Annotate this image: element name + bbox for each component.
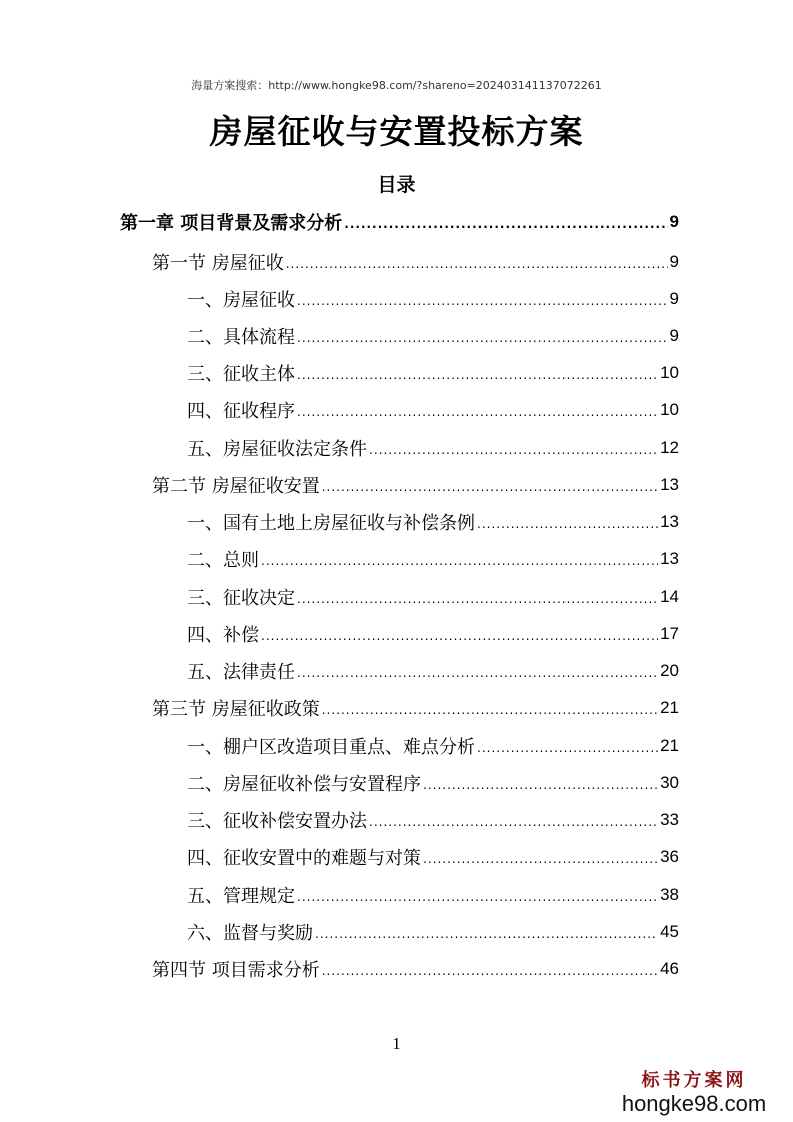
toc-entry-page: 14 <box>660 586 679 606</box>
toc-entry-label: 第一章 项目背景及需求分析 <box>120 212 343 234</box>
toc-entry-page: 38 <box>660 884 679 904</box>
toc-entry-label: 一、棚户区改造项目重点、难点分析 <box>187 736 475 758</box>
toc-leader-dots <box>369 443 658 466</box>
toc-leader-dots <box>315 927 658 950</box>
toc-leader-dots <box>322 964 658 987</box>
toc-entry-label: 三、征收决定 <box>187 587 295 609</box>
toc-entry-item[interactable] <box>187 317 679 354</box>
toc-entry-item[interactable] <box>187 838 679 875</box>
toc-entry-page: 33 <box>660 809 679 829</box>
toc-entry-section-1[interactable] <box>152 243 679 280</box>
toc-entry-item[interactable] <box>187 354 679 391</box>
toc-entry-item[interactable] <box>187 913 679 950</box>
toc-entry-section-3[interactable] <box>152 689 679 726</box>
toc-leader-dots <box>297 890 658 913</box>
toc-leader-dots <box>423 852 658 875</box>
toc-entry-label: 一、房屋征收 <box>187 289 295 311</box>
toc-leader-dots <box>297 592 658 615</box>
toc-leader-dots <box>344 217 667 240</box>
watermark-text-cn: 标书方案网 <box>641 1070 747 1091</box>
toc-entry-page: 36 <box>660 846 679 866</box>
toc-entry-page: 9 <box>669 211 679 231</box>
toc-entry-label: 五、房屋征收法定条件 <box>187 438 367 460</box>
toc-entry-item[interactable] <box>187 764 679 801</box>
toc-entry-item[interactable] <box>187 578 679 615</box>
toc-entry-label: 一、国有土地上房屋征收与补偿条例 <box>187 512 475 534</box>
toc-entry-label: 第二节 房屋征收安置 <box>152 475 320 497</box>
toc-leader-dots <box>369 815 658 838</box>
toc-entry-page: 30 <box>660 772 679 792</box>
toc-entry-label: 四、补偿 <box>187 624 259 646</box>
site-watermark-logo <box>609 1066 779 1116</box>
toc-entry-page: 46 <box>660 958 679 978</box>
toc-entry-item[interactable] <box>187 876 679 913</box>
toc-leader-dots <box>297 331 668 354</box>
toc-entry-section-4[interactable] <box>152 950 679 987</box>
toc-entry-label: 第四节 项目需求分析 <box>152 959 320 981</box>
toc-leader-dots <box>322 480 658 503</box>
toc-entry-label: 五、管理规定 <box>187 885 295 907</box>
toc-entry-section-2[interactable] <box>152 466 679 503</box>
document-title: 房屋征收与安置投标方案 <box>209 112 584 151</box>
toc-leader-dots <box>297 368 658 391</box>
toc-leader-dots <box>286 257 668 280</box>
toc-entry-item[interactable] <box>187 280 679 317</box>
toc-entry-page: 13 <box>660 474 679 494</box>
toc-leader-dots <box>477 517 658 540</box>
toc-entry-page: 21 <box>660 735 679 755</box>
toc-entry-item[interactable] <box>187 503 679 540</box>
toc-entry-page: 9 <box>669 325 679 345</box>
toc-entry-item[interactable] <box>187 615 679 652</box>
toc-entry-label: 四、征收安置中的难题与对策 <box>187 847 421 869</box>
toc-entry-item[interactable] <box>187 727 679 764</box>
toc-entry-label: 六、监督与奖励 <box>187 922 313 944</box>
toc-entry-item[interactable] <box>187 391 679 428</box>
header-note: 海量方案搜索：http://www.hongke98.com/?shareno=202403141137072261 <box>191 79 602 92</box>
toc-entry-page: 13 <box>660 511 679 531</box>
toc-entry-label: 三、征收主体 <box>187 363 295 385</box>
toc-entry-page: 45 <box>660 921 679 941</box>
toc-entry-label: 第一节 房屋征收 <box>152 252 284 274</box>
toc-leader-dots <box>297 405 658 428</box>
toc-entry-chapter-1[interactable] <box>120 203 679 240</box>
toc-entry-page: 9 <box>669 251 679 271</box>
toc-entry-item[interactable] <box>187 652 679 689</box>
toc-entry-label: 二、房屋征收补偿与安置程序 <box>187 773 421 795</box>
toc-entry-label: 第三节 房屋征收政策 <box>152 698 320 720</box>
toc-entry-page: 10 <box>660 362 679 382</box>
toc-entry-item[interactable] <box>187 801 679 838</box>
toc-leader-dots <box>261 554 658 577</box>
toc-entry-label: 四、征收程序 <box>187 400 295 422</box>
toc-entry-item[interactable] <box>187 429 679 466</box>
toc-leader-dots <box>322 703 658 726</box>
toc-entry-label: 二、总则 <box>187 549 259 571</box>
toc-entry-page: 13 <box>660 548 679 568</box>
toc-leader-dots <box>261 629 658 652</box>
toc-entry-page: 21 <box>660 697 679 717</box>
toc-entry-page: 12 <box>660 437 679 457</box>
toc-leader-dots <box>477 741 658 764</box>
watermark-text-url: hongke98.com <box>621 1091 767 1116</box>
toc-entry-page: 10 <box>660 399 679 419</box>
toc-entry-page: 20 <box>660 660 679 680</box>
toc-entry-label: 二、具体流程 <box>187 326 295 348</box>
toc-leader-dots <box>423 778 658 801</box>
toc-entry-item[interactable] <box>187 540 679 577</box>
toc-entry-label: 三、征收补偿安置办法 <box>187 810 367 832</box>
page-number: 1 <box>392 1034 401 1053</box>
toc-heading: 目录 <box>377 174 416 196</box>
toc-entry-label: 五、法律责任 <box>187 661 295 683</box>
toc-leader-dots <box>297 294 668 317</box>
toc-entry-page: 9 <box>669 288 679 308</box>
toc-leader-dots <box>297 666 658 689</box>
toc-entry-page: 17 <box>660 623 679 643</box>
